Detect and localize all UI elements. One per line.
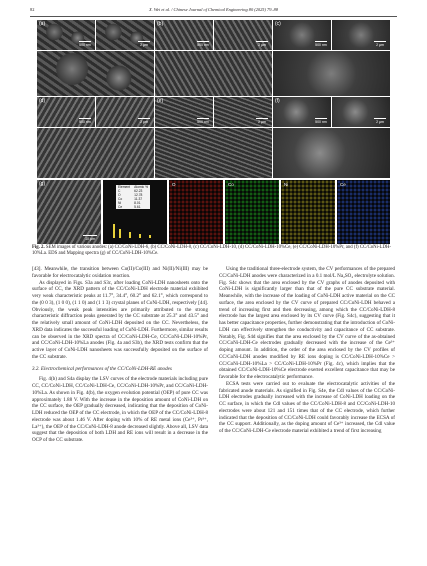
journal-running-title: X. Wei et al. / Chinese Journal of Chemical Engineering 80 (2025) 79–88 — [148, 7, 279, 12]
page-header — [30, 7, 397, 15]
paragraph: Using the traditional three-electrode system, the CV performances of the prepared CC/CoNi-LDH anodes were characterized in a 0.1 mol/L Na₂SO₄ electrolyte solution. Fig. S4c shows that the area enclosed by the CV graphs of anodes deposited with CoNi-LDH is significantly larger than that of the pure CC substrate material. Meanwhile, with the increase of the loading of CoNi-LDH active material on the CC surface, the area enclosed by the CV curve of prepared CC/CoNi-LDH behaved a trend of increasing first and then decreasing, among which the CC/CoNi-LDH-8 electrode has the largest area enclosed by its CV curve (Fig. S4c), suggesting that it has better capacitance properties, further demonstrating that the introduction of CoNi-LDH can effectively strengthen the conductivity and capacitance of CC substrate. Notably, Fig. S4d signifies that the area enclosed by the CV curve of the as-obtained CC/CoNi-LDH-Ce electrodes gradually decreased with the increase of the Ce³⁺ doping amount. In addition, the order of the area enclosed by the CV profiles of CC/CoNi-LDH anodes modified by RE ions doping is CC/CoNi-LDH-10%Ce > CC/CoNi-LDH-10%La > CC/CoNi-LDH-10%Pr (Fig. 4c), which implies that the obtained CC/CoNi-LDH-10%Ce electrode exerted excellent capacitance that may be favorable for the electrocatalytic performance. — [219, 266, 395, 380]
scale-bar: 500 nm — [315, 118, 327, 124]
sem-panel-b-large — [155, 51, 272, 96]
eds-spectrum — [103, 180, 167, 244]
scale-bar: 500 nm — [197, 41, 209, 47]
paragraph: [43]. Meanwhile, the transition between Co(II)/Co(III) and Ni(II)/Ni(III) may be favorable for electrocatalytic oxidation reaction. — [32, 266, 208, 279]
scale-bar: 500 nm — [315, 41, 327, 47]
sem-panel-c-large — [273, 51, 390, 96]
sem-panel-d-lo — [96, 97, 154, 127]
figure-caption — [32, 245, 395, 258]
panel-label: (b) — [157, 21, 164, 27]
section-heading: 3.2. Electrochemical performances of the CC/CoNi-LDH-RE anodes — [32, 365, 172, 372]
sem-panel-e-lo — [214, 97, 272, 127]
scale-bar: 2 µm — [374, 41, 386, 47]
panel-label: (a) — [39, 21, 46, 27]
scale-bar: 500 nm — [79, 41, 91, 47]
scale-bar: 2 µm — [256, 41, 268, 47]
panel-label: (f) — [275, 98, 280, 104]
elemental-map-ni — [281, 180, 335, 244]
sem-panel-a-hi — [37, 20, 95, 50]
panel-label: (g) — [39, 181, 46, 187]
right-column — [219, 266, 395, 435]
sem-panel-d-hi — [37, 97, 95, 127]
panel-label: (d) — [39, 98, 46, 104]
map-element-label: Co — [228, 182, 234, 187]
left-column — [32, 266, 208, 444]
scale-bar: 2 µm — [138, 41, 150, 47]
sem-panel-d-large — [37, 128, 154, 178]
elemental-map-co — [225, 180, 279, 244]
sem-panel-f-large — [273, 128, 390, 178]
elemental-map-o — [169, 180, 223, 244]
map-element-label: Ce — [340, 182, 346, 187]
scale-bar: 2 µm — [374, 118, 386, 124]
scale-bar: 2 µm — [138, 118, 150, 124]
elemental-map-ce — [337, 180, 390, 244]
sem-panel-e-hi — [155, 97, 213, 127]
paragraph: As displayed in Figs. S3a and S3c, after loading CoNi-LDH nanosheets onto the surface of CC, the XRD pattern of the CC/CoNi-LDH electrode material exhibited very weak characteristic peaks at 11.7°, 34.4°, 60.2° and 62.1°, which correspond to the (0 0 3), (1 0 0), (1 1 0) and (1 1 3) crystal planes of CoNi-LDH, respectively [44]. Obviously, the weak peak intensities are primarily attributed to the strong characteristic diffraction peaks generated by the CC substrate at 25.3° and 43.5° and the relatively small amount of CoNi-LDH deposited on the CC. Nevertheless, the XRD data indicates the successful loading of CoNi-LDH. Furthermore, similar results can be observed in the XRD spectra of CC/CoNi-LDH-Ce, CC/CoNi-LDH-10%Pr, and CC/CoNi-LDH-10%La anodes (Fig. 4a and S3b), the XRD tests confirm that the active layer of CoNi-LDH nanosheets was successfully deposited on the surface of the CC substrate. — [32, 279, 208, 360]
sem-panel-e-large — [155, 128, 272, 178]
sem-panel-c-lo — [332, 20, 390, 50]
sem-panel-a-large — [37, 51, 154, 96]
sem-panel-f-hi — [273, 97, 331, 127]
caption-text: SEM images of various anodes: (a) CC/CoNi-LDH-6, (b) CC/CoNi-LDH-8, (c) CC/CoNi-LDH-10, (d) CC/CoNi-LDH-10%Ce, (e) CC/CoNi-LDH-10%Pr, and (f) CC/CoNi-LDH-10%La. EDS and Mapping spectra (g) of CC/CoNi-LDH-10%Ce. — [32, 245, 392, 257]
panel-label: (c) — [275, 21, 281, 27]
scale-bar: 500 nm — [197, 118, 209, 124]
map-element-label: Ni — [284, 182, 289, 187]
sem-panel-b-hi — [155, 20, 213, 50]
sem-panel-c-hi — [273, 20, 331, 50]
header-rule — [30, 16, 397, 17]
scale-bar: 500 nm — [79, 118, 91, 124]
panel-label: (e) — [157, 98, 164, 104]
paragraph: Fig. 4(b) and S4a display the LSV curves of the electrode materials including pure CC, CC/CoNi-LDH, CC/CoNi-LDH-Ce, CC/CoNi-LDH-10%Pr, and CC/CoNi-LDH-10%La. As shown in Fig. 4(b), the oxygen evolution potential (OEP) of pure CC was approximately 1.88 V. With the increase in the deposition amount of CoNi-LDH on the CC surface, the OEP gradually decreased, indicating that the deposition of CoNi-LDH reduced the OEP of the CC electrode, in which the OEP of the CC/CoNi-LDH-8 electrode was about 1.46 V. After doping with 10% of RE metal ions (Ce³⁺, Pr³⁺, La³⁺), the OEP of the CC/CoNi-LDH-8 anode decreased slightly. Above all, LSV data suggest that the deposition of both LDH and RE ions will result in a decrease in the OCP of the CC substrate. — [32, 376, 208, 443]
eds-composition-table: Element Atomic % C 62.23 O 12.78 Co 11.37 Ni 8.01 Ce 5.61 — [118, 185, 149, 209]
scale-bar: 2 µm — [256, 118, 268, 124]
sem-panel-f-lo — [332, 97, 390, 127]
page-number: 82 — [30, 7, 35, 12]
map-element-label: O — [172, 182, 176, 187]
sem-panel-a-lo — [96, 20, 154, 50]
figure-2 — [37, 20, 390, 244]
eds-sem-image — [37, 180, 101, 244]
paragraph: ECSA tests were carried out to evaluate the electrocatalytic activities of the fabricated anode materials. As signified in Fig. S4e, the Cdl values of the CC/CoNi-LDH electrodes gradually increased with the increase of CoNi-LDH loading on the CC surface, in which the Cdl values of the CC/CoNi-LDH-8 and CC/CoNi-LDH-10 electrodes were about 121 and 151 times that of the CC electrode, which further indicated that the deposition of CC/CoNi-LDH could favorably increase the ECSA of the CC support. Additionally, as the doping amount of Ce³⁺ increased, the Cdl value of the CC/CoNi-LDH-Ce electrode material exhibited a trend of first increasing — [219, 380, 395, 434]
scale-bar: 10 µm — [83, 235, 97, 241]
caption-label: Fig. 2. — [32, 245, 45, 250]
sem-panel-b-lo — [214, 20, 272, 50]
